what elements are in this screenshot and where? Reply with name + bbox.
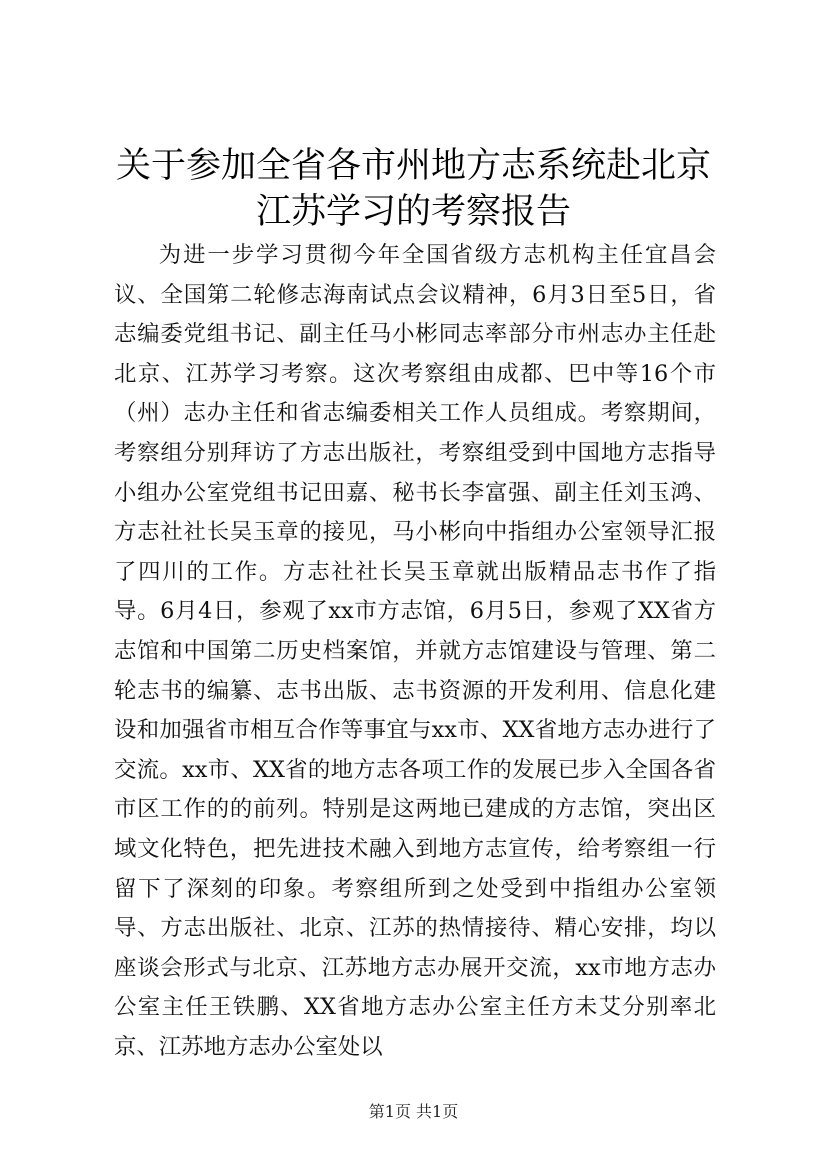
page-number-footer: 第1页 共1页 [368, 1102, 459, 1121]
body-paragraph: 为进一步学习贯彻今年全国省级方志机构主任宜昌会议、全国第二轮修志海南试点会议精神，6月3日至5日，省志编委党组书记、副主任马小彬同志率部分市州志办主任赴北京、江苏学习考察。这次考察组由成都、巴中等16个市（州）志办主任和省志编委相关工作人员组成。考察期间，考察组分别拜访了方志出版社，考察组受到中国地方志指导小组办公室党组书记田嘉、秘书长李富强、副主任刘玉鸿、方志社社长吴玉章的接见，马小彬向中指组办公室领导汇报了四川的工作。方志社社长吴玉章就出版精品志书作了指导。6月4日，参观了xx市方志馆，6月5日，参观了XX省方志馆和中国第二历史档案馆，并就方志馆建设与管理、第二轮志书的编纂、志书出版、志书资源的开发利用、信息化建设和加强省市相互合作等事宜与xx市、XX省地方志办进行了交流。xx市、XX省的地方志各项工作的发展已步入全国各省市区工作的的前列。特别是这两地已建成的方志馆，突出区域文化特色，把先进技术融入到地方志宣传，给考察组一行留下了深刻的印象。考察组所到之处受到中指组办公室领导、方志出版社、北京、江苏的热情接待、精心安排，均以座谈会形式与北京、江苏地方志办展开交流，xx市地方志办公室主任王铁鹏、XX省地方志办公室主任方未艾分别率北京、江苏地方志办公室处以 [114, 242, 716, 1060]
document-title: 关于参加全省各市州地方志系统赴北京江苏学习的考察报告 [115, 146, 711, 232]
